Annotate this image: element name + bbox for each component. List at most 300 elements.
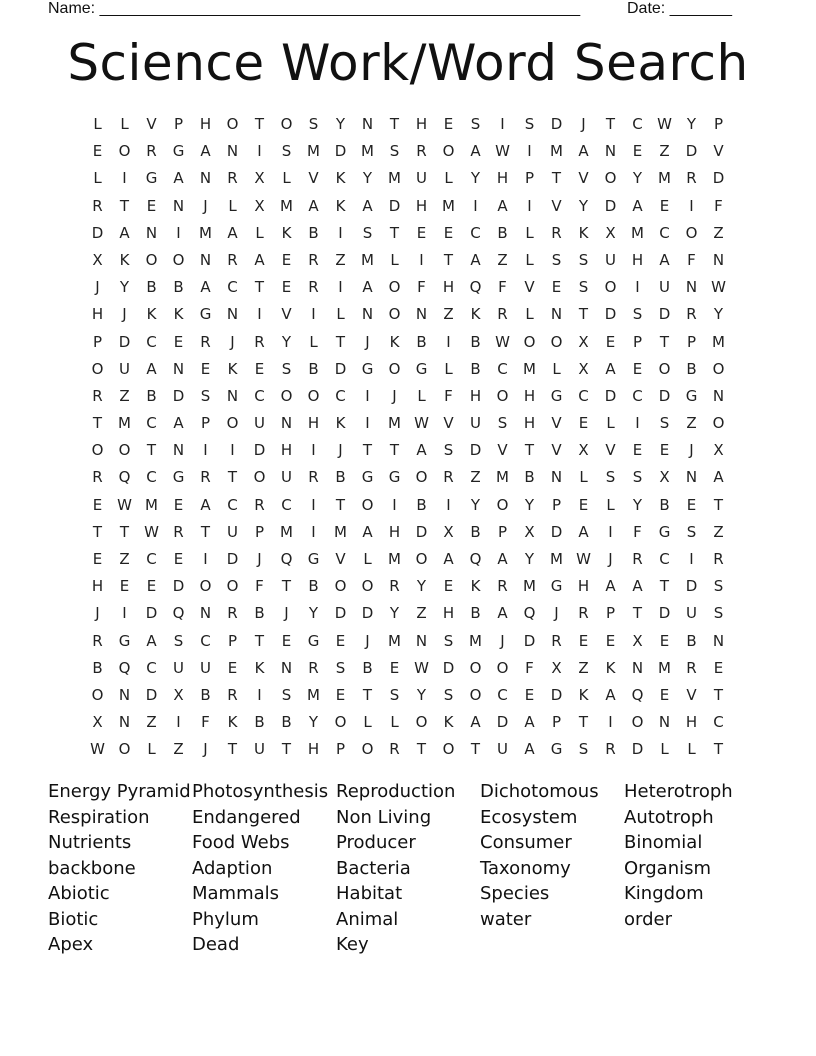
grid-letter: Z bbox=[335, 250, 346, 269]
grid-letter: O bbox=[307, 386, 320, 405]
grid-letter: I bbox=[473, 196, 478, 215]
grid-letter: T bbox=[659, 577, 670, 596]
grid-letter: W bbox=[495, 332, 510, 351]
grid-letter: G bbox=[415, 359, 428, 378]
grid-letter: D bbox=[604, 196, 617, 215]
grid-letter: J bbox=[689, 441, 694, 460]
grid-letter: D bbox=[226, 550, 239, 568]
grid-letter: N bbox=[712, 631, 725, 650]
grid-letter: R bbox=[227, 685, 238, 704]
grid-letter: R bbox=[389, 577, 400, 596]
grid-letter: X bbox=[551, 658, 562, 677]
grid-letter: P bbox=[524, 169, 535, 188]
grid-letter: P bbox=[713, 115, 724, 133]
grid-letter: D bbox=[685, 142, 698, 161]
grid-letter: R bbox=[686, 169, 697, 188]
grid-letter: E bbox=[335, 685, 346, 704]
grid-letter: R bbox=[713, 550, 724, 568]
word-item: Non Living bbox=[336, 806, 432, 828]
grid-letter: O bbox=[226, 414, 239, 433]
grid-letter: N bbox=[226, 142, 239, 161]
grid-letter: S bbox=[551, 250, 562, 269]
grid-letter: E bbox=[551, 278, 562, 297]
grid-letter: M bbox=[307, 142, 320, 161]
grid-letter: I bbox=[203, 441, 208, 460]
word-column bbox=[192, 780, 336, 959]
grid-letter: L bbox=[552, 359, 561, 378]
grid-letter: I bbox=[635, 278, 640, 297]
grid-letter: L bbox=[363, 550, 372, 568]
grid-letter: G bbox=[550, 577, 563, 596]
grid-letter: I bbox=[635, 414, 640, 433]
grid-letter: G bbox=[685, 386, 698, 405]
grid-letter: N bbox=[199, 250, 212, 269]
grid-letter: O bbox=[388, 305, 401, 324]
grid-letter: F bbox=[498, 278, 507, 297]
grid-letter: K bbox=[335, 414, 346, 433]
grid-letter: D bbox=[658, 604, 671, 623]
grid-letter: R bbox=[227, 604, 238, 623]
grid-letter: N bbox=[172, 196, 185, 215]
grid-letter: S bbox=[308, 115, 319, 133]
grid-letter: N bbox=[280, 658, 293, 677]
grid-letter: E bbox=[713, 658, 724, 677]
grid-letter: D bbox=[604, 386, 617, 405]
grid-letter: T bbox=[362, 685, 373, 704]
grid-letter: C bbox=[578, 386, 589, 405]
grid-letter: L bbox=[255, 223, 264, 242]
grid-letter: K bbox=[605, 658, 616, 677]
grid-letter: B bbox=[470, 522, 481, 541]
grid-letter: D bbox=[631, 740, 644, 759]
grid-letter: Y bbox=[308, 604, 319, 623]
grid-letter: S bbox=[632, 305, 643, 324]
grid-letter: B bbox=[686, 631, 697, 650]
grid-letter: P bbox=[497, 522, 508, 541]
grid-letter: H bbox=[307, 740, 320, 759]
grid-letter: H bbox=[442, 604, 455, 623]
grid-letter: X bbox=[605, 223, 616, 242]
grid-letter: I bbox=[392, 495, 397, 514]
grid-letter: K bbox=[227, 713, 238, 732]
grid-letter: L bbox=[606, 495, 615, 514]
grid-letter: T bbox=[713, 495, 724, 514]
grid-letter: P bbox=[92, 332, 103, 351]
grid-letter: L bbox=[282, 169, 291, 188]
grid-letter: X bbox=[578, 441, 589, 460]
grid-letter: I bbox=[608, 522, 613, 541]
grid-letter: I bbox=[446, 332, 451, 351]
grid-letter: W bbox=[414, 658, 429, 677]
grid-letter: C bbox=[227, 495, 238, 514]
grid-letter: S bbox=[281, 685, 292, 704]
grid-letter: E bbox=[578, 495, 589, 514]
grid-letter: L bbox=[660, 740, 669, 759]
grid-letter: R bbox=[686, 305, 697, 324]
grid-letter: S bbox=[632, 468, 643, 487]
grid-letter: K bbox=[389, 332, 400, 351]
grid-letter: M bbox=[658, 658, 671, 677]
grid-letter: T bbox=[335, 495, 346, 514]
grid-letter: N bbox=[172, 441, 185, 460]
letter-grid bbox=[84, 114, 732, 767]
grid-letter: T bbox=[92, 414, 103, 433]
grid-letter: R bbox=[92, 386, 103, 405]
grid-letter: I bbox=[419, 250, 424, 269]
grid-letter: M bbox=[145, 495, 158, 514]
word-item: Bacteria bbox=[336, 857, 411, 879]
grid-letter: E bbox=[443, 115, 454, 133]
grid-letter: R bbox=[443, 468, 454, 487]
grid-letter: C bbox=[335, 386, 346, 405]
grid-letter: B bbox=[470, 332, 481, 351]
grid-letter: A bbox=[470, 142, 481, 161]
grid-letter: M bbox=[280, 522, 293, 541]
grid-letter: R bbox=[416, 142, 427, 161]
grid-letter: L bbox=[390, 250, 399, 269]
grid-letter: Y bbox=[416, 685, 427, 704]
grid-letter: H bbox=[631, 250, 644, 269]
grid-letter: B bbox=[146, 386, 157, 405]
grid-letter: D bbox=[145, 604, 158, 623]
grid-letter: N bbox=[685, 278, 698, 297]
grid-letter: U bbox=[254, 740, 265, 759]
grid-letter: S bbox=[578, 250, 589, 269]
grid-letter: A bbox=[254, 250, 265, 269]
grid-letter: P bbox=[605, 604, 616, 623]
grid-letter: N bbox=[685, 468, 698, 487]
grid-letter: V bbox=[551, 414, 562, 433]
grid-letter: L bbox=[606, 414, 615, 433]
grid-letter: D bbox=[334, 604, 347, 623]
grid-letter: E bbox=[578, 414, 589, 433]
grid-letter: A bbox=[470, 713, 481, 732]
grid-letter: I bbox=[230, 441, 235, 460]
grid-letter: M bbox=[550, 142, 563, 161]
grid-letter: N bbox=[658, 713, 671, 732]
grid-letter: S bbox=[281, 359, 292, 378]
word-item: Reproduction bbox=[336, 781, 456, 802]
grid-letter: T bbox=[254, 115, 265, 133]
grid-letter: T bbox=[416, 740, 427, 759]
grid-letter: D bbox=[685, 577, 698, 596]
grid-letter: O bbox=[415, 468, 428, 487]
grid-letter: E bbox=[173, 550, 184, 568]
grid-letter: Z bbox=[659, 142, 670, 161]
grid-letter: S bbox=[173, 631, 184, 650]
grid-letter: S bbox=[389, 685, 400, 704]
grid-letter: M bbox=[388, 550, 401, 568]
grid-letter: W bbox=[576, 550, 591, 568]
grid-letter: B bbox=[686, 359, 697, 378]
grid-letter: C bbox=[146, 550, 157, 568]
grid-letter: G bbox=[388, 468, 401, 487]
grid-letter: B bbox=[92, 658, 103, 677]
grid-letter: O bbox=[388, 359, 401, 378]
grid-letter: O bbox=[523, 332, 536, 351]
grid-letter: G bbox=[550, 740, 563, 759]
word-item: Endangered bbox=[192, 806, 301, 828]
grid-letter: K bbox=[335, 169, 346, 188]
word-item: water bbox=[480, 908, 532, 930]
grid-letter: M bbox=[388, 414, 401, 433]
grid-letter: Y bbox=[362, 169, 373, 188]
grid-letter: N bbox=[604, 142, 617, 161]
grid-letter: Y bbox=[335, 115, 346, 133]
grid-letter: E bbox=[659, 441, 670, 460]
grid-letter: U bbox=[686, 604, 697, 623]
grid-letter: B bbox=[173, 278, 184, 297]
grid-letter: T bbox=[578, 305, 589, 324]
grid-letter: I bbox=[257, 685, 262, 704]
grid-letter: D bbox=[550, 522, 563, 541]
grid-letter: V bbox=[146, 115, 157, 133]
grid-letter: S bbox=[659, 414, 670, 433]
grid-letter: E bbox=[92, 495, 103, 514]
grid-letter: D bbox=[523, 631, 536, 650]
grid-letter: V bbox=[335, 550, 346, 568]
grid-letter: O bbox=[361, 740, 374, 759]
grid-letter: I bbox=[365, 386, 370, 405]
grid-letter: F bbox=[255, 577, 264, 596]
grid-letter: V bbox=[497, 441, 508, 460]
grid-letter: E bbox=[146, 196, 157, 215]
grid-letter: F bbox=[201, 713, 210, 732]
grid-letter: N bbox=[631, 658, 644, 677]
grid-letter: Z bbox=[686, 414, 697, 433]
grid-letter: V bbox=[605, 441, 616, 460]
grid-letter: C bbox=[659, 550, 670, 568]
grid-letter: C bbox=[146, 332, 157, 351]
grid-letter: C bbox=[254, 386, 265, 405]
word-item: Ecosystem bbox=[480, 806, 578, 828]
grid-letter: F bbox=[444, 386, 453, 405]
grid-letter: M bbox=[361, 250, 374, 269]
grid-letter: B bbox=[497, 223, 508, 242]
grid-letter: M bbox=[307, 685, 320, 704]
grid-letter: D bbox=[415, 522, 428, 541]
grid-letter: Y bbox=[686, 115, 697, 133]
grid-letter: E bbox=[659, 631, 670, 650]
grid-letter: A bbox=[524, 740, 535, 759]
grid-letter: O bbox=[334, 577, 347, 596]
word-column bbox=[48, 780, 192, 959]
grid-letter: G bbox=[658, 522, 671, 541]
grid-letter: A bbox=[173, 414, 184, 433]
grid-letter: U bbox=[227, 522, 238, 541]
grid-letter: R bbox=[92, 631, 103, 650]
grid-letter: Z bbox=[470, 468, 481, 487]
grid-letter: H bbox=[577, 577, 590, 596]
word-item: Energy Pyramid bbox=[48, 781, 191, 802]
grid-letter: B bbox=[524, 468, 535, 487]
grid-letter: V bbox=[308, 169, 319, 188]
grid-letter: M bbox=[199, 223, 212, 242]
grid-letter: F bbox=[417, 278, 426, 297]
grid-letter: O bbox=[604, 278, 617, 297]
page-title: Science Work/Word Search bbox=[67, 34, 749, 92]
grid-letter: U bbox=[119, 359, 130, 378]
grid-letter: K bbox=[578, 223, 589, 242]
grid-letter: M bbox=[469, 631, 482, 650]
grid-letter: S bbox=[578, 278, 589, 297]
grid-letter: T bbox=[389, 441, 400, 460]
grid-letter: R bbox=[686, 658, 697, 677]
grid-letter: Z bbox=[416, 604, 427, 623]
grid-letter: A bbox=[632, 196, 643, 215]
grid-letter: M bbox=[388, 631, 401, 650]
grid-letter: L bbox=[579, 468, 588, 487]
grid-letter: X bbox=[92, 713, 103, 732]
grid-letter: Y bbox=[632, 495, 643, 514]
grid-letter: J bbox=[554, 604, 559, 623]
grid-letter: E bbox=[146, 577, 157, 596]
grid-letter: A bbox=[578, 142, 589, 161]
grid-letter: D bbox=[253, 441, 266, 460]
word-item: backbone bbox=[48, 857, 136, 879]
grid-letter: H bbox=[307, 414, 320, 433]
grid-letter: R bbox=[308, 278, 319, 297]
grid-letter: S bbox=[362, 223, 373, 242]
grid-letter: S bbox=[443, 631, 454, 650]
grid-letter: K bbox=[281, 223, 292, 242]
grid-letter: N bbox=[199, 169, 212, 188]
grid-letter: E bbox=[443, 223, 454, 242]
grid-letter: R bbox=[173, 522, 184, 541]
grid-letter: E bbox=[281, 250, 292, 269]
grid-letter: R bbox=[254, 332, 265, 351]
grid-letter: W bbox=[657, 115, 672, 133]
grid-letter: Z bbox=[578, 658, 589, 677]
grid-letter: R bbox=[92, 196, 103, 215]
grid-letter: Z bbox=[173, 740, 184, 759]
grid-letter: J bbox=[203, 196, 208, 215]
grid-letter: A bbox=[578, 522, 589, 541]
grid-letter: J bbox=[95, 278, 100, 297]
word-item: Food Webs bbox=[192, 832, 290, 853]
grid-letter: R bbox=[578, 604, 589, 623]
grid-letter: Y bbox=[713, 305, 724, 324]
grid-letter: P bbox=[200, 414, 211, 433]
word-item: Key bbox=[336, 934, 369, 955]
grid-letter: J bbox=[608, 550, 613, 568]
grid-letter: F bbox=[633, 522, 642, 541]
grid-letter: O bbox=[442, 740, 455, 759]
grid-letter: P bbox=[227, 631, 238, 650]
grid-letter: L bbox=[93, 169, 102, 188]
grid-letter: M bbox=[523, 359, 536, 378]
grid-letter: R bbox=[632, 550, 643, 568]
word-item: order bbox=[624, 908, 672, 930]
grid-letter: Y bbox=[416, 577, 427, 596]
grid-letter: E bbox=[686, 495, 697, 514]
grid-letter: T bbox=[389, 115, 400, 133]
word-item: Binomial bbox=[624, 832, 703, 853]
grid-letter: J bbox=[122, 305, 127, 324]
grid-letter: G bbox=[199, 305, 212, 324]
grid-letter: B bbox=[335, 468, 346, 487]
grid-letter: L bbox=[336, 305, 345, 324]
grid-letter: T bbox=[578, 713, 589, 732]
grid-letter: B bbox=[416, 332, 427, 351]
grid-letter: P bbox=[173, 115, 184, 133]
grid-letter: Y bbox=[470, 169, 481, 188]
grid-letter: A bbox=[497, 604, 508, 623]
grid-letter: O bbox=[91, 441, 104, 460]
grid-letter: D bbox=[361, 604, 374, 623]
grid-letter: C bbox=[281, 495, 292, 514]
grid-letter: A bbox=[119, 223, 130, 242]
grid-letter: B bbox=[470, 604, 481, 623]
name-field[interactable]: Name: ______________________________________________________ bbox=[48, 0, 581, 17]
grid-letter: N bbox=[415, 631, 428, 650]
grid-letter: S bbox=[470, 115, 481, 133]
grid-letter: T bbox=[632, 604, 643, 623]
grid-letter: O bbox=[226, 115, 239, 133]
grid-letter: P bbox=[551, 713, 562, 732]
grid-letter: K bbox=[146, 305, 157, 324]
grid-letter: Y bbox=[308, 713, 319, 732]
word-item: Adaption bbox=[192, 857, 273, 879]
grid-letter: O bbox=[361, 577, 374, 596]
grid-letter: H bbox=[415, 115, 428, 133]
grid-letter: R bbox=[308, 468, 319, 487]
grid-letter: D bbox=[334, 142, 347, 161]
grid-letter: T bbox=[470, 740, 481, 759]
grid-letter: G bbox=[361, 359, 374, 378]
grid-letter: R bbox=[605, 740, 616, 759]
grid-letter: P bbox=[632, 332, 643, 351]
grid-letter: G bbox=[550, 386, 563, 405]
grid-letter: I bbox=[527, 142, 532, 161]
grid-letter: D bbox=[496, 713, 509, 732]
grid-letter: O bbox=[226, 577, 239, 596]
grid-letter: D bbox=[91, 223, 104, 242]
grid-letter: Z bbox=[146, 713, 157, 732]
grid-letter: Q bbox=[118, 658, 131, 677]
grid-letter: A bbox=[200, 278, 211, 297]
grid-letter: R bbox=[92, 468, 103, 487]
grid-letter: D bbox=[658, 305, 671, 324]
grid-letter: E bbox=[632, 359, 643, 378]
grid-letter: O bbox=[415, 550, 428, 568]
grid-letter: B bbox=[659, 495, 670, 514]
word-item: Photosynthesis bbox=[192, 781, 329, 802]
grid-letter: A bbox=[605, 359, 616, 378]
grid-letter: Y bbox=[389, 604, 400, 623]
grid-letter: A bbox=[443, 550, 454, 568]
grid-letter: L bbox=[525, 305, 534, 324]
grid-letter: S bbox=[524, 115, 535, 133]
word-item: Mammals bbox=[192, 883, 280, 904]
grid-letter: T bbox=[551, 169, 562, 188]
date-field[interactable]: Date: _______ bbox=[627, 0, 732, 17]
grid-letter: E bbox=[92, 550, 103, 568]
grid-letter: P bbox=[551, 495, 562, 514]
grid-letter: F bbox=[525, 658, 534, 677]
grid-letter: V bbox=[281, 305, 292, 324]
grid-letter: I bbox=[311, 522, 316, 541]
grid-letter: R bbox=[146, 142, 157, 161]
grid-letter: O bbox=[415, 713, 428, 732]
grid-letter: V bbox=[686, 685, 697, 704]
grid-letter: D bbox=[550, 115, 563, 133]
grid-letter: T bbox=[200, 522, 211, 541]
grid-letter: K bbox=[470, 305, 481, 324]
grid-letter: V bbox=[524, 278, 535, 297]
grid-letter: T bbox=[659, 332, 670, 351]
grid-letter: I bbox=[311, 441, 316, 460]
